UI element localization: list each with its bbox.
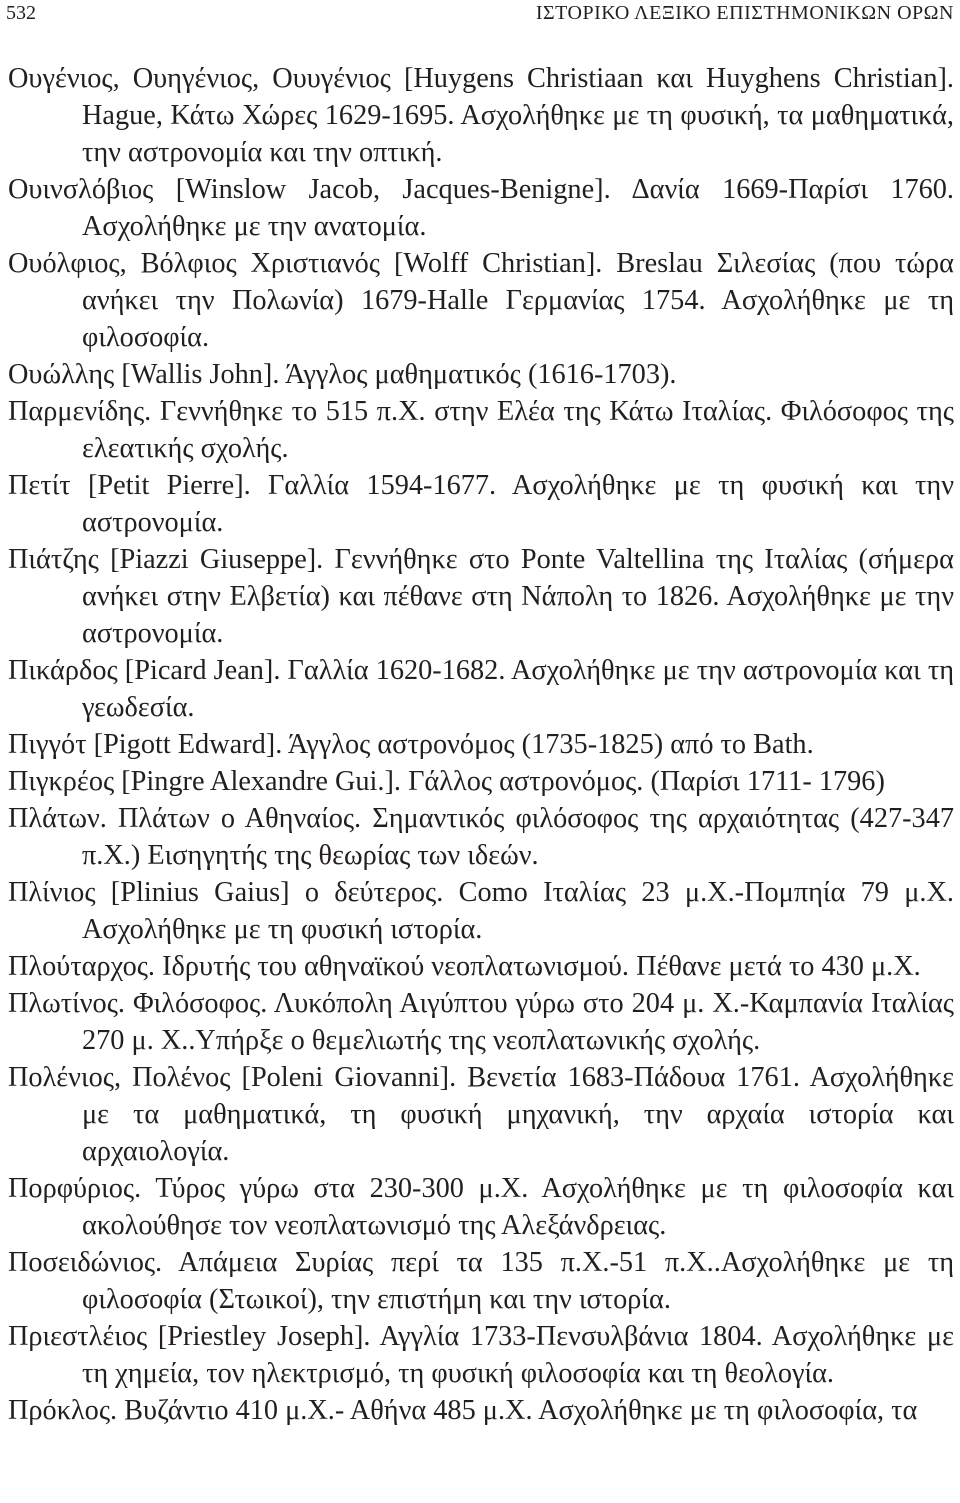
entry-plotinus: Πλωτίνος. Φιλόσοφος. Λυκόπολη Αιγύπτου γύρω στο 204 μ. Χ.-Καμπανία Ιταλίας 270 μ. Χ..Υπήρξε ο θεμελιωτής της νεοπλατωνικής σχολής. xyxy=(8,988,954,1056)
entry-plato: Πλάτων. Πλάτων ο Αθηναίος. Σημαντικός φιλόσοφος της αρχαιότητας (427-347 π.Χ.) Εισηγητής της θεωρίας των ιδεών. xyxy=(8,803,954,871)
entry-piazzi: Πιάτζης [Piazzi Giuseppe]. Γεννήθηκε στο Ponte Valtellina της Ιταλίας (σήμερα ανήκει στην Ελβετία) και πέθανε στη Νάπολη το 1826. Ασχολήθηκε με την αστρονομία. xyxy=(8,544,954,649)
entry-pigott: Πιγγότ [Pigott Edward]. Άγγλος αστρονόμος (1735-1825) από το Bath. xyxy=(8,729,814,760)
page-number: 532 xyxy=(6,2,36,24)
entry-picard: Πικάρδος [Picard Jean]. Γαλλία 1620-1682. Ασχολήθηκε με την αστρονομία και τη γεωδεσία. xyxy=(8,655,954,723)
entry-winslow: Ουινσλόβιος [Winslow Jacob, Jacques-Benigne]. Δανία 1669-Παρίσι 1760. Ασχολήθηκε με την ανατομία. xyxy=(8,174,954,242)
entry-huygens: Ουγένιος, Ουηγένιος, Ουυγένιος [Huygens Christiaan και Huyghens Christian]. Hague, Κάτω Χώρες 1629-1695. Ασχολήθηκε με τη φυσική, τα μαθηματικά, την αστρονομία και την οπτική. xyxy=(8,63,954,168)
entry-plinius: Πλίνιος [Plinius Gaius] ο δεύτερος. Como Ιταλίας 23 μ.Χ.-Πομπηία 79 μ.Χ. Ασχολήθηκε με τη φυσική ιστορία. xyxy=(8,877,954,945)
entry-porphyry: Πορφύριος. Τύρος γύρω στα 230-300 μ.Χ. Ασχολήθηκε με τη φιλοσοφία και ακολούθησε τον νεοπλατωνισμό της Αλεξάνδρειας. xyxy=(8,1173,954,1241)
entry-petit: Πετίτ [Petit Pierre]. Γαλλία 1594-1677. Ασχολήθηκε με τη φυσική και την αστρονομία. xyxy=(8,470,954,538)
page-header xyxy=(6,2,954,30)
glossary-entries xyxy=(8,60,954,1429)
entry-wallis: Ουώλλης [Wallis John]. Άγγλος μαθηματικός (1616-1703). xyxy=(8,359,677,390)
running-title: ΙΣΤΟΡΙΚΟ ΛΕΞΙΚΟ ΕΠΙΣΤΗΜΟΝΙΚΩΝ ΟΡΩΝ xyxy=(535,2,954,24)
entry-plutarch: Πλούταρχος. Ιδρυτής του αθηναϊκού νεοπλατωνισμού. Πέθανε μετά το 430 μ.Χ. xyxy=(8,951,921,982)
entry-wolff: Ουόλφιος, Βόλφιος Χριστιανός [Wolff Christian]. Breslau Σιλεσίας (που τώρα ανήκει την Πολωνία) 1679-Halle Γερμανίας 1754. Ασχολήθηκε με τη φιλοσοφία. xyxy=(8,248,954,353)
entry-posidonius: Ποσειδώνιος. Απάμεια Συρίας περί τα 135 π.Χ.-51 π.Χ..Ασχολήθηκε με τη φιλοσοφία (Στωικοί), την επιστήμη και την ιστορία. xyxy=(8,1247,954,1315)
entry-priestley: Πριεστλέιος [Priestley Joseph]. Αγγλία 1733-Πενσυλβάνια 1804. Ασχολήθηκε με τη χημεία, τον ηλεκτρισμό, τη φυσική φιλοσοφία και τη θεολογία. xyxy=(8,1321,954,1389)
entry-parmenides: Παρμενίδης. Γεννήθηκε το 515 π.Χ. στην Ελέα της Κάτω Ιταλίας. Φιλόσοφος της ελεατικής σχολής. xyxy=(8,396,954,464)
entry-poleni: Πολένιος, Πολένος [Poleni Giovanni]. Βενετία 1683-Πάδουα 1761. Ασχολήθηκε με τα μαθηματικά, τη φυσική μηχανική, την αρχαία ιστορία και αρχαιολογία. xyxy=(8,1062,954,1167)
entry-pingre: Πιγκρέος [Pingre Alexandre Gui.]. Γάλλος αστρονόμος. (Παρίσι 1711- 1796) xyxy=(8,766,885,797)
entry-proclus: Πρόκλος. Βυζάντιο 410 μ.Χ.- Αθήνα 485 μ.Χ. Ασχολήθηκε με τη φιλοσοφία, τα xyxy=(8,1395,918,1426)
